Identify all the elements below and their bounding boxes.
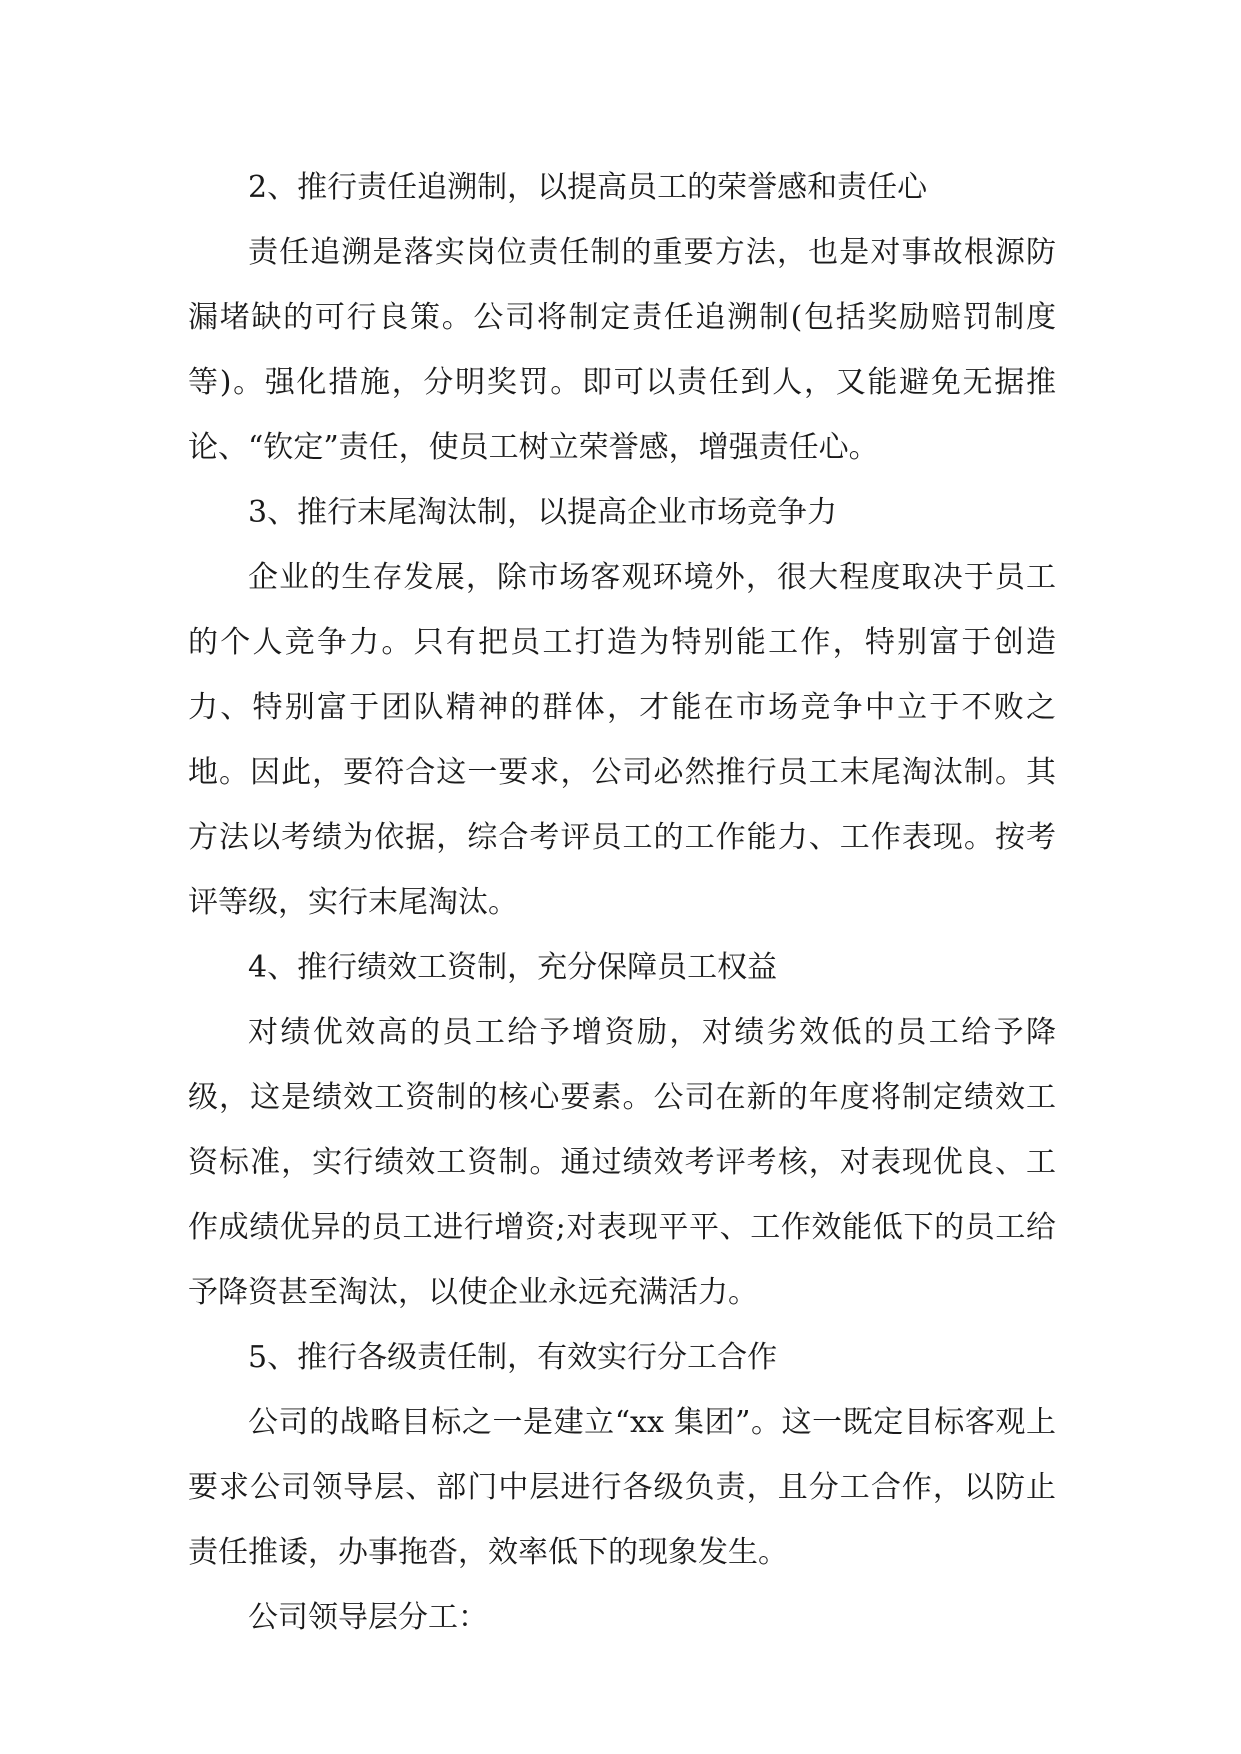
paragraph-elimination-system: 企业的生存发展，除市场客观环境外，很大程度取决于员工的个人竞争力。只有把员工打造为特别能工作，特别富于创造力、特别富于团队精神的群体，才能在市场竞争中立于不败之地。因此，要符合这一要求，公司必然推行员工末尾淘汰制。其方法以考绩为依据，综合考评员工的工作能力、工作表现。按考评等级，实行末尾淘汰。 [188, 560, 1056, 920]
section-heading-4: 4、推行绩效工资制，充分保障员工权益 [248, 950, 778, 985]
paragraph-performance-pay: 对绩优效高的员工给予增资励，对绩劣效低的员工给予降级，这是绩效工资制的核心要素。公司在新的年度将制定绩效工资标准，实行绩效工资制。通过绩效考评考核，对表现优良、工作成绩优异的员工进行增资;对表现平平、工作效能低下的员工给予降资甚至淘汰，以使企业永远充满活力。 [188, 1015, 1056, 1310]
section-heading-3: 3、推行末尾淘汰制，以提高企业市场竞争力 [248, 495, 838, 530]
paragraph-responsibility-levels: 公司的战略目标之一是建立“xx 集团”。这一既定目标客观上要求公司领导层、部门中层进行各级负责，且分工合作，以防止责任推诿，办事拖沓，效率低下的现象发生。 [188, 1405, 1056, 1570]
section-heading-5: 5、推行各级责任制，有效实行分工合作 [248, 1340, 778, 1375]
document-body [188, 155, 1056, 1650]
paragraph-responsibility-tracing: 责任追溯是落实岗位责任制的重要方法，也是对事故根源防漏堵缺的可行良策。公司将制定责任追溯制(包括奖励赔罚制度等)。强化措施，分明奖罚。即可以责任到人，又能避免无据推论、“钦定”责任，使员工树立荣誉感，增强责任心。 [188, 235, 1056, 465]
paragraph-leadership-division: 公司领导层分工： [248, 1600, 488, 1635]
section-heading-2: 2、推行责任追溯制，以提高员工的荣誉感和责任心 [248, 170, 928, 205]
